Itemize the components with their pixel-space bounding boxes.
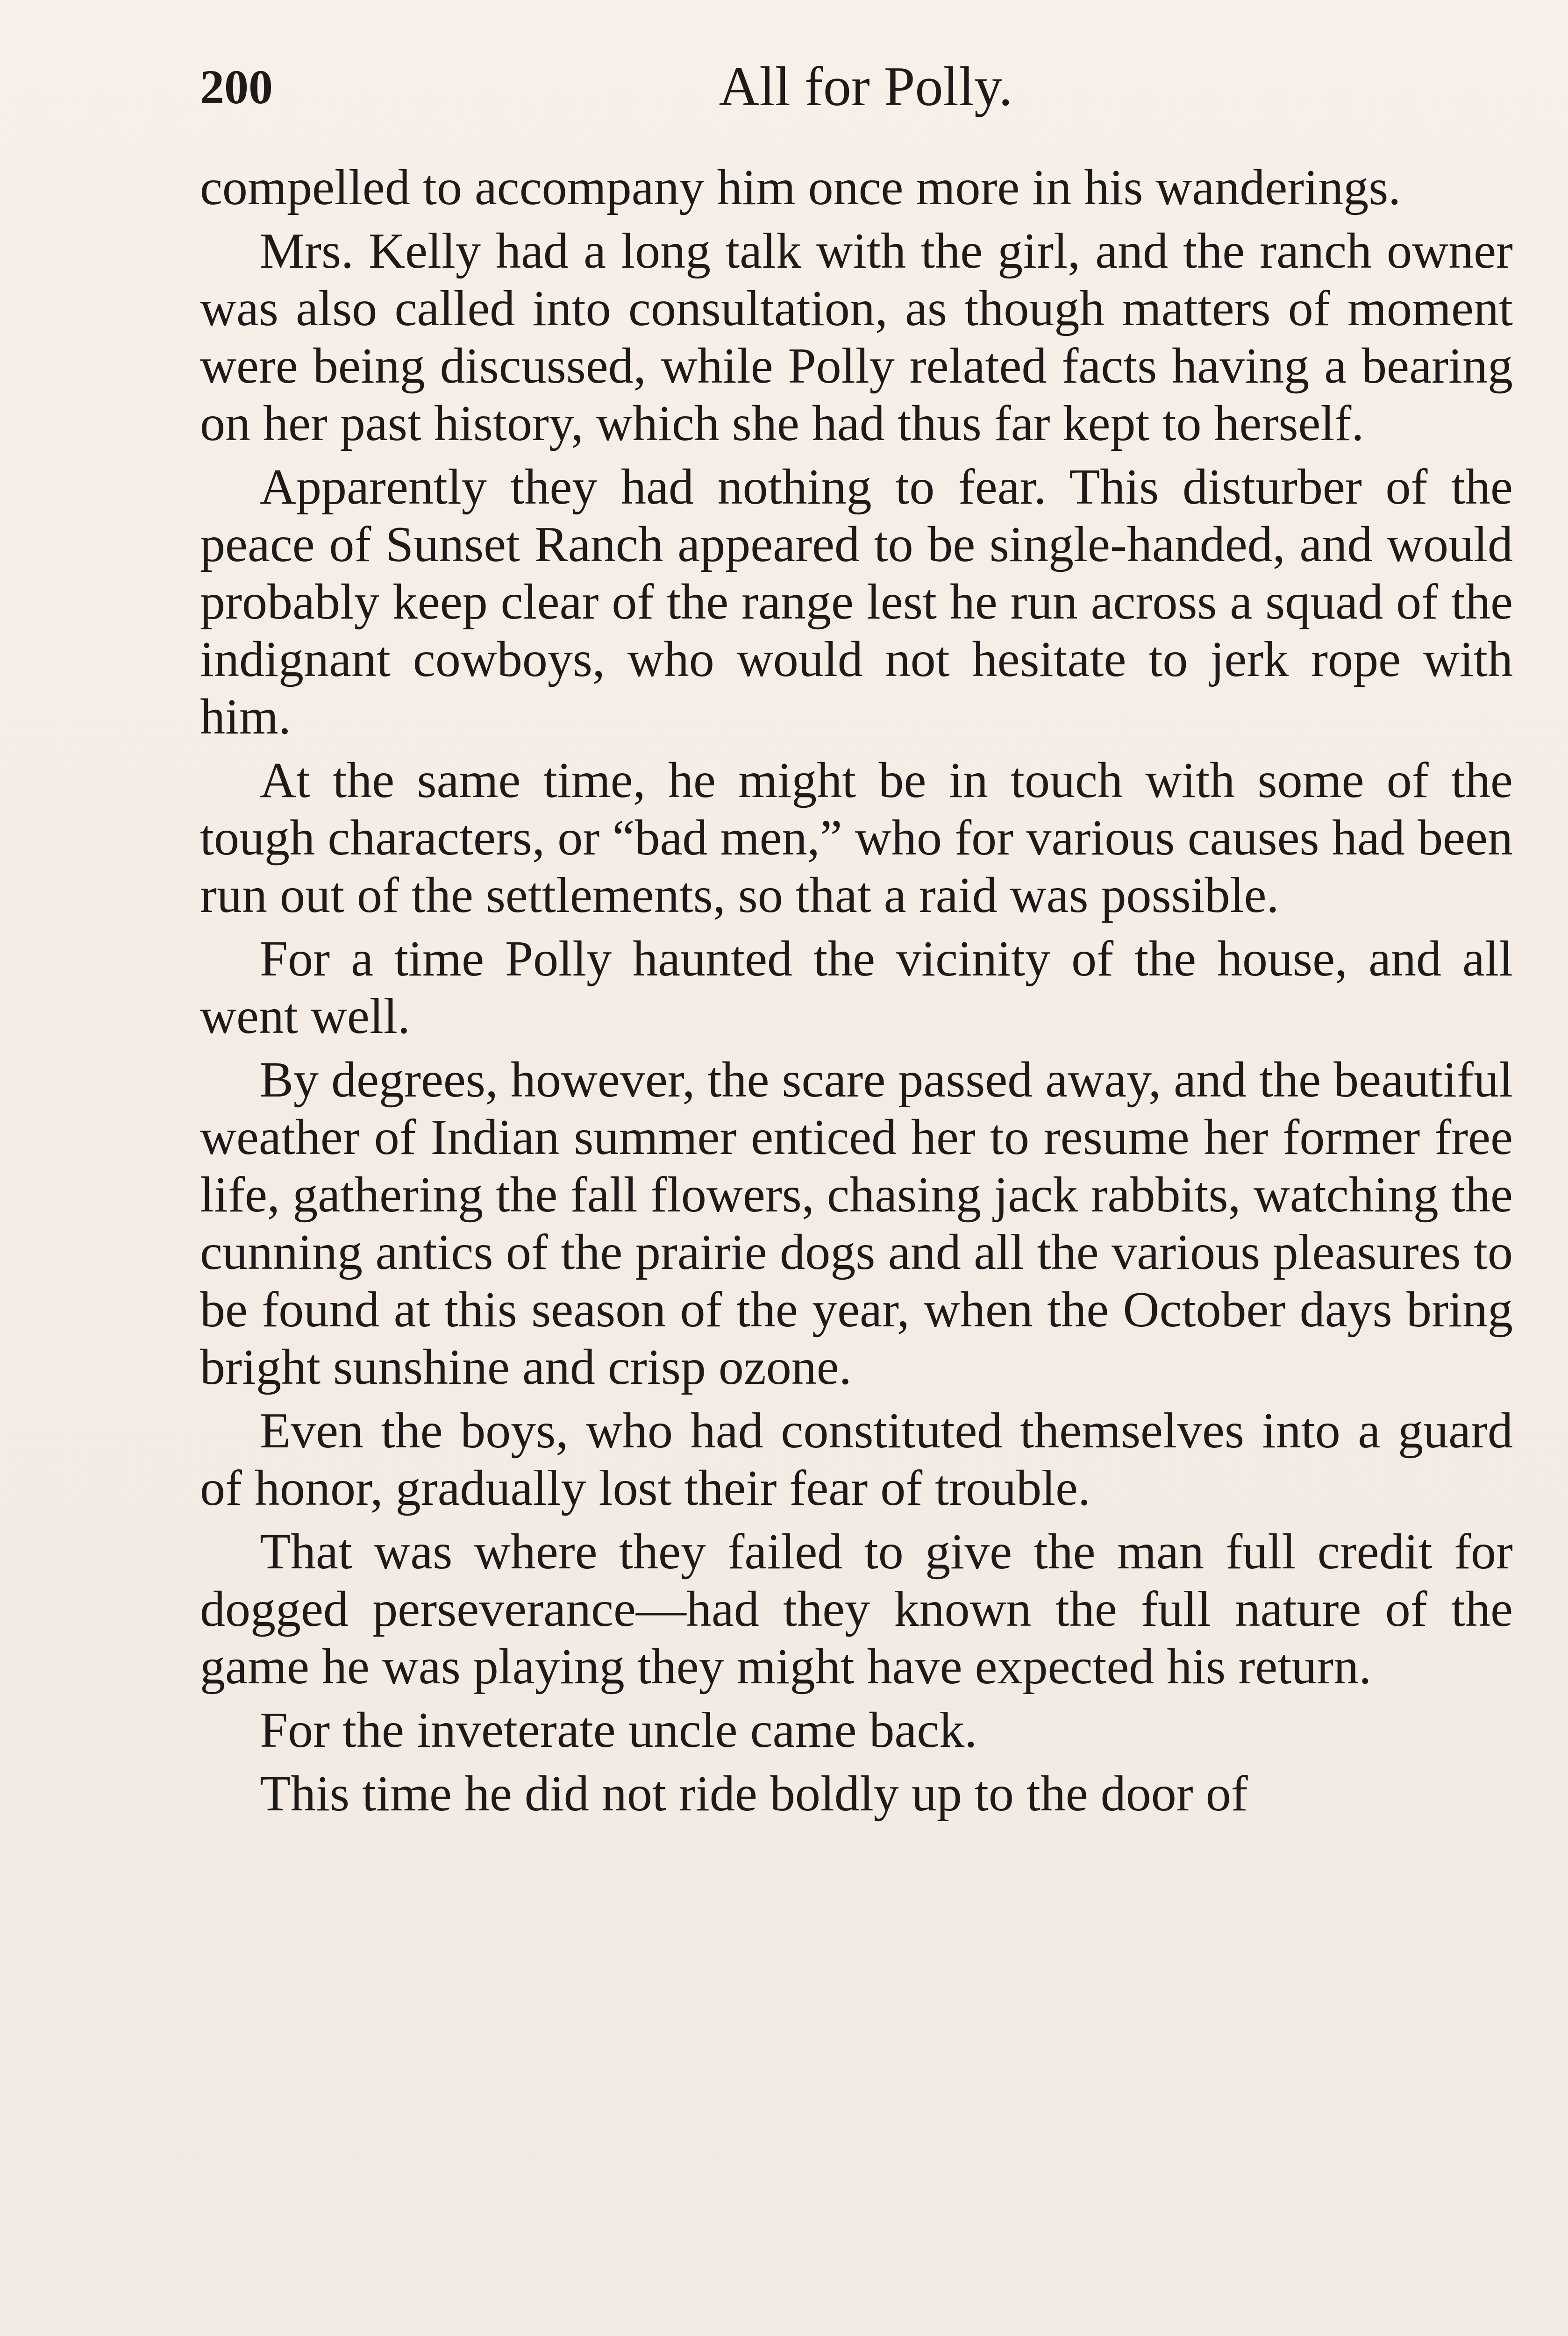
paragraph-7: Even the boys, who had constituted themselves into a guard of honor, gradually lost their fear of trouble. <box>200 1403 1513 1516</box>
running-title: All for Polly. <box>719 55 1013 117</box>
paragraph-5: For a time Polly haunted the vicinity of the house, and all went well. <box>200 931 1513 1044</box>
paragraph-6: By degrees, however, the scare passed away, and the beautiful weather of Indian summer enticed her to resume her former free life, gathering the fall flowers, chasing jack rabbits, watching the cunning antics of the prairie dogs and all the various pleasures to be found at this season of the year, when the October days bring bright sunshine and crisp ozone. <box>200 1052 1513 1395</box>
page-header <box>200 55 1513 128</box>
paragraph-4: At the same time, he might be in touch with some of the tough characters, or “bad men,” who for various causes had been run out of the settlements, so that a raid was possible. <box>200 753 1513 923</box>
paragraph-9: For the inveterate uncle came back. <box>260 1702 977 1758</box>
paragraph-10: This time he did not ride boldly up to the door of <box>260 1766 1248 1822</box>
page-number: 200 <box>200 60 273 114</box>
paragraph-3: Apparently they had nothing to fear. This disturber of the peace of Sunset Ranch appeared to be single-handed, and would probably keep clear of the range lest he run across a squad of the indignant cowboys, who would not hesitate to jerk rope with him. <box>200 459 1513 745</box>
body-text <box>200 159 1513 1829</box>
paragraph-8: That was where they failed to give the man full credit for dogged perseverance—had they known the full nature of the game he was playing they might have expected his return. <box>200 1524 1513 1695</box>
paragraph-1: compelled to accompany him once more in his wanderings. <box>200 160 1401 215</box>
paragraph-2: Mrs. Kelly had a long talk with the girl, and the ranch owner was also called into consultation, as though matters of moment were being discussed, while Polly related facts having a bearing on her past history, which she had thus far kept to herself. <box>200 223 1513 451</box>
